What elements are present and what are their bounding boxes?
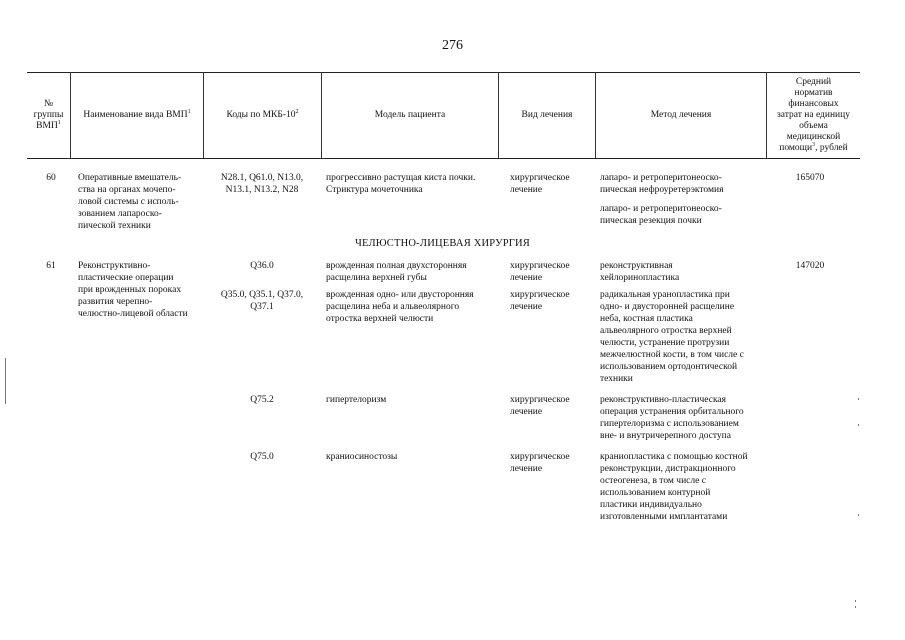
header-group-number-text: № группы ВМП bbox=[33, 98, 64, 131]
footnote-ref: 1 bbox=[57, 119, 61, 126]
icd-codes: Q35.0, Q35.1, Q37.0, Q37.1 bbox=[220, 290, 304, 312]
treatment-type: хирургическое лечение bbox=[510, 173, 570, 195]
treatment-method: краниопластика с помощью костной реконструкции, дистракционного остеогенеза, в том числе с использованием контурной пластики индивидуально изготовленными имплантатами bbox=[600, 452, 748, 522]
header-treatment-type: Вид лечения bbox=[521, 109, 573, 120]
treatment-method: лапаро- и ретроперитонеоско- пическая резекция почки bbox=[600, 204, 722, 226]
section-title: ЧЕЛЮСТНО-ЛИЦЕВАЯ ХИРУРГИЯ bbox=[354, 238, 531, 249]
header-treatment-method: Метод лечения bbox=[650, 109, 712, 120]
scan-artifact-dot bbox=[855, 606, 856, 608]
scan-artifact-line bbox=[5, 358, 6, 404]
treatment-method: реконструктивно-пластическая операция устранения орбитального гипертелоризма с использованием вне- и внутричерепного доступа bbox=[600, 395, 744, 441]
scan-artifact-dot bbox=[858, 398, 859, 400]
header-patient-model: Модель пациента bbox=[374, 109, 446, 120]
vmp-name: Оперативные вмешатель- ства на органах мочепо- ловой системы с исполь- зованием лапароско- пической техники bbox=[78, 173, 182, 231]
average-cost: 165070 bbox=[795, 173, 825, 183]
header-average-cost-text: Средний норматив финансовых затрат на единицу объема медицинской помощи bbox=[777, 76, 850, 153]
icd-codes: Q75.0 bbox=[250, 452, 274, 462]
footnote-ref: 1 bbox=[187, 108, 191, 115]
scan-artifact-dot bbox=[858, 514, 859, 516]
group-number: 60 bbox=[46, 173, 56, 183]
header-bottom-rule bbox=[27, 158, 860, 159]
patient-model: врожденная полная двухсторонняя расщелина верхней губы bbox=[326, 261, 467, 283]
patient-model: врожденная одно- или двусторонняя расщелина неба и альвеолярного отростка верхней челюсти bbox=[326, 290, 474, 324]
treatment-type: хирургическое лечение bbox=[510, 290, 570, 312]
treatment-type: хирургическое лечение bbox=[510, 452, 570, 474]
icd-codes: Q36.0 bbox=[250, 261, 274, 271]
treatment-type: хирургическое лечение bbox=[510, 261, 570, 283]
treatment-method: лапаро- и ретроперитонеоско- пическая нефроуретерэктомия bbox=[600, 173, 724, 195]
patient-model: краниосиностозы bbox=[326, 452, 398, 462]
page-number: 276 bbox=[442, 38, 463, 53]
header-icd-codes-text: Коды по МКБ-10 bbox=[226, 109, 296, 120]
scan-artifact-dot bbox=[855, 600, 856, 602]
header-average-cost bbox=[767, 72, 860, 158]
patient-model: прогрессивно растущая киста почки. Стриктура мочеточника bbox=[326, 173, 476, 195]
icd-codes: N28.1, Q61.0, N13.0, N13.1, N13.2, N28 bbox=[220, 173, 304, 195]
treatment-method: реконструктивная хейлоринопластика bbox=[600, 261, 680, 283]
scan-artifact-dot bbox=[858, 424, 859, 426]
header-icd-codes bbox=[204, 72, 321, 158]
footnote-ref: 3 bbox=[812, 141, 816, 148]
treatment-type: хирургическое лечение bbox=[510, 395, 570, 417]
group-number: 61 bbox=[46, 261, 56, 271]
vmp-name: Реконструктивно- пластические операции при врожденных пороках развития черепно- челюстно-лицевой области bbox=[78, 261, 188, 319]
footnote-ref: 2 bbox=[295, 108, 299, 115]
header-group-number bbox=[27, 72, 70, 158]
patient-model: гипертелоризм bbox=[326, 395, 387, 405]
icd-codes: Q75.2 bbox=[250, 395, 274, 405]
header-average-cost-unit: , рублей bbox=[815, 142, 848, 153]
treatment-method: радикальная уранопластика при одно- и двусторонней расщелине неба, костная пластика альвеолярного отростка верхней челюсти, устранение протрузии межчелюстной кости, в том числе с использованием ортодонтической техники bbox=[600, 290, 744, 384]
average-cost: 147020 bbox=[795, 261, 825, 271]
header-vmp-name-text: Наименование вида ВМП bbox=[83, 109, 188, 120]
header-vmp-name bbox=[71, 72, 203, 158]
